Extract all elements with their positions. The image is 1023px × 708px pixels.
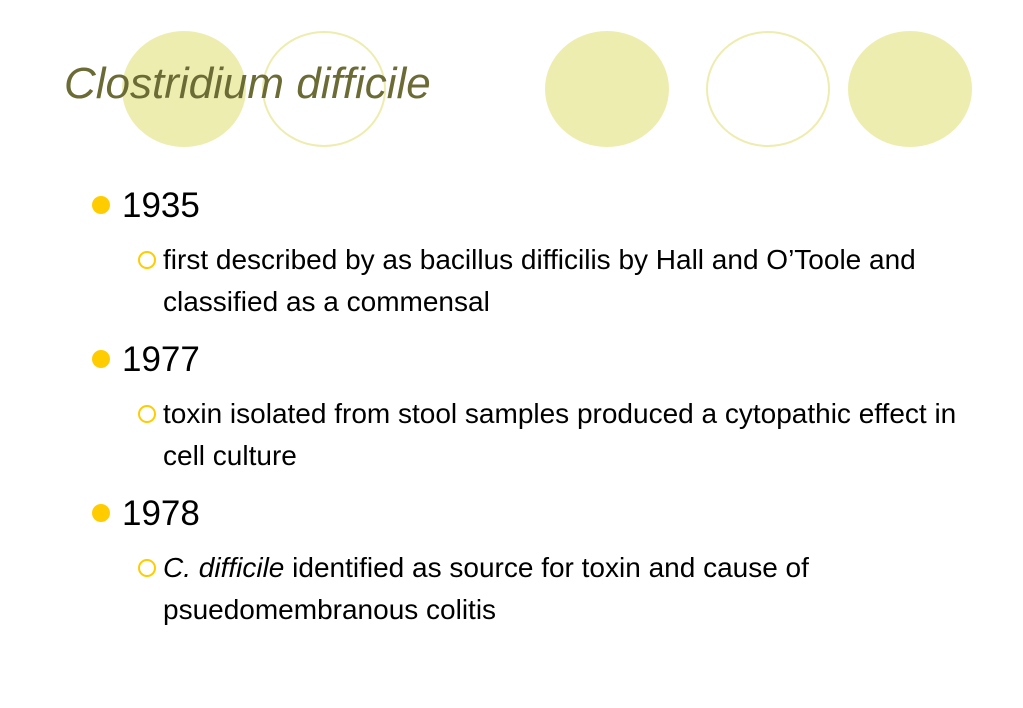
year-bullet	[88, 183, 968, 229]
decorative-circle-outline	[706, 31, 830, 147]
decorative-circle-filled	[545, 31, 669, 147]
year-bullet	[88, 491, 968, 537]
list-item	[88, 183, 968, 323]
year-label: 1978	[122, 494, 200, 533]
year-label: 1935	[122, 186, 200, 225]
slide-title: Clostridium difficile	[64, 59, 431, 108]
filled-bullet-icon	[92, 350, 110, 368]
year-bullet	[88, 337, 968, 383]
detail-text: identified as source for toxin and cause of psuedomembranous colitis	[163, 552, 809, 625]
detail-bullet	[136, 393, 968, 477]
detail-bullet	[136, 239, 968, 323]
decorative-circle-filled	[848, 31, 972, 147]
year-label: 1977	[122, 340, 200, 379]
list-item	[88, 337, 968, 477]
detail-bullet	[136, 547, 968, 631]
hollow-bullet-icon	[138, 251, 156, 269]
hollow-bullet-icon	[138, 559, 156, 577]
bullet-list	[88, 183, 968, 645]
filled-bullet-icon	[92, 504, 110, 522]
list-item	[88, 491, 968, 631]
hollow-bullet-icon	[138, 405, 156, 423]
filled-bullet-icon	[92, 196, 110, 214]
detail-text: toxin isolated from stool samples produced a cytopathic effect in cell culture	[163, 398, 957, 471]
detail-italic-text: C. difficile	[163, 552, 285, 583]
detail-text: first described by as bacillus difficilis by Hall and O’Toole and classified as a commensal	[163, 244, 916, 317]
